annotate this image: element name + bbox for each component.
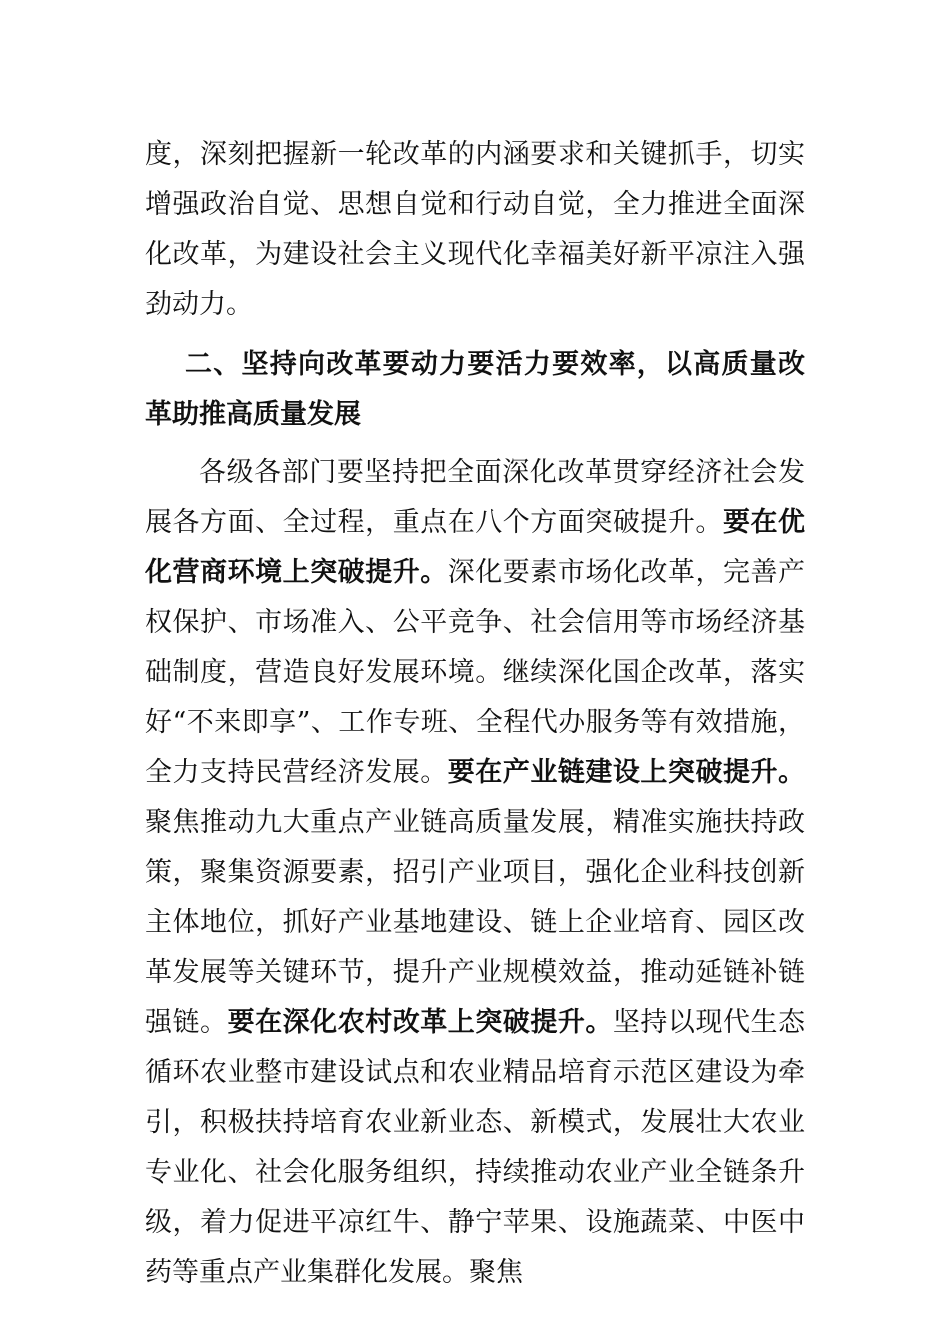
paragraph-reform-points <box>145 448 805 1298</box>
paragraph-continuation: 度，深刻把握新一轮改革的内涵要求和关键抓手，切实增强政治自觉、思想自觉和行动自觉，全力推进全面深化改革，为建设社会主义现代化幸福美好新平凉注入强劲动力。 <box>145 139 805 320</box>
section-heading: 二、坚持向改革要动力要活力要效率，以高质量改革助推高质量发展 <box>145 349 805 430</box>
bold-lead-business-environment: 要在优化营商环境上突破提升。 <box>145 507 806 588</box>
paragraph-text-segment: 聚焦推动九大重点产业链高质量发展，精准实施扶持政策，聚集资源要素，招引产业项目，强化企业科技创新主体地位，抓好产业基地建设、链上企业培育、园区改革发展等关键环节，提升产业规模效益，推动延链补链强链。 <box>145 807 805 1038</box>
paragraph-text-segment: 各级各部门要坚持把全面深化改革贯穿经济社会发展各方面、全过程，重点在八个方面突破提升。 <box>145 457 805 538</box>
bold-lead-rural-reform: 要在深化农村改革上突破提升。 <box>227 1007 613 1038</box>
bold-lead-industry-chain: 要在产业链建设上突破提升。 <box>447 757 806 788</box>
paragraph-text-segment: 坚持以现代生态循环农业整市建设试点和农业精品培育示范区建设为牵引，积极扶持培育农业新业态、新模式，发展壮大农业专业化、社会化服务组织，持续推动农业产业全链条升级，着力促进平凉红牛、静宁苹果、设施蔬菜、中医中药等重点产业集群化发展。聚焦 <box>145 1007 806 1288</box>
paragraph-text-segment: 深化要素市场化改革，完善产权保护、市场准入、公平竞争、社会信用等市场经济基础制度，营造良好发展环境。继续深化国企改革，落实好“不来即享”、工作专班、全程代办服务等有效措施，全力支持民营经济发展。 <box>145 557 806 788</box>
document-body <box>145 130 805 1298</box>
